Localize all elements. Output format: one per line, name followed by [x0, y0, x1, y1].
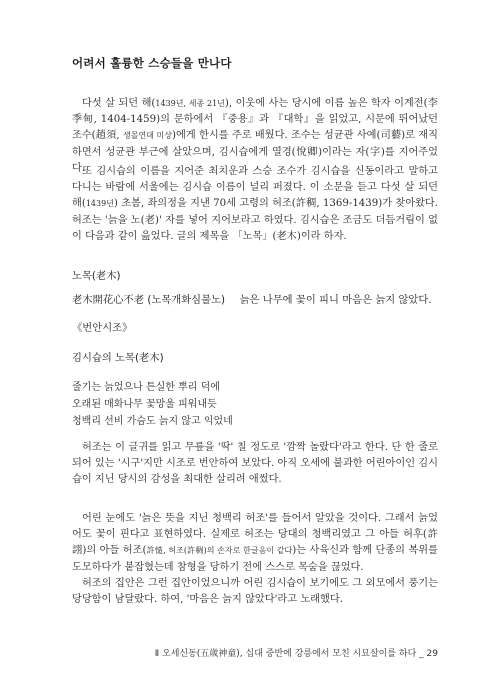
p5-text: 허조의 집안은 그런 집안이었으니까 어린 김시습이 보기에도 그 외모에서 풍기는 당당함이 남달랐다. 하여, '마음은 늙지 않았다'라고 노래했다.	[72, 578, 438, 606]
p1-text-d: 생몰연대 미상	[122, 131, 172, 141]
original-quote	[72, 291, 432, 306]
quote-reading: (노목개화심불노)	[147, 294, 226, 306]
adaptation-label: 《번안시조》	[72, 322, 133, 334]
p2-text-a: 또 김시습의 이름을 지어준 최치운과 스승 조수가 김시습을 신동이라고 말하고 다니는 바람에 서울에는 김시습 이름이 널리 퍼졌다. 이 소문을 듣고 다섯 살 되던 해(	[72, 166, 438, 210]
p3-text: 허조는 이 글귀를 읽고 무릎을 '딱' 칠 정도로 '깜짝 놀랐다'라고 한다. 단 한 줄로 되어 있는 '시구'지만 시조로 번안하여 보았다. 아직 오세에 불과한 어린아이인 김시습이 지닌 당시의 감성을 최대한 살리려 애썼다.	[72, 442, 438, 486]
adaptation-title: 김시습의 노목(老木)	[72, 352, 164, 364]
nomok-label: 노목(老木)	[72, 270, 121, 282]
paragraph-2	[72, 164, 438, 245]
p4-text-a: 어린 눈에도 '늙은 뜻을 지닌 청백리 허조'를 들어서 알았을 것이다. 그래서 늙었어도 꽃이 핀다고 표현하였다. 실제로 허조는 당대의 청백리였고 그 아들 허후(許詡)의 아들 허조(	[72, 513, 438, 557]
p4-text-b: 許慥, 허조(許稠)의 손자로 한글음이 같다	[146, 546, 293, 556]
paragraph-4	[72, 511, 438, 576]
poem-line-1: 줄기는 늙었으나 튼실한 뿌리 덕에	[72, 382, 220, 393]
paragraph-3	[72, 440, 438, 489]
p2-text-b: 1439년	[85, 199, 114, 209]
quote-meaning: 늙은 나무에 꽃이 피니 마음은 늙지 않았다.	[239, 294, 432, 306]
page-footer: Ⅱ 오세신동(五歲神童), 십대 중반에 강릉에서 모친 시묘살이를 하다 _ 29	[154, 649, 438, 659]
p1-text-a: 다섯 살 되던 해(	[82, 98, 156, 109]
section-heading: 어려서 훌륭한 스승들을 만나다	[72, 56, 232, 70]
p1-text-c: ), 이웃에 사는 당시에 이름 높은 학자 이계전(李季甸, 1404-1459)의 문하에서 『중용』과 『대학』을 읽었고, 시문에 뛰어났던 조수(趙須,	[72, 98, 438, 142]
paragraph-5	[72, 576, 438, 608]
p1-text-b: 1439년, 세종 21년	[155, 99, 225, 108]
quote-hanja: 老木開花心不老	[72, 294, 145, 306]
p4-text-c: )는 사육신과 함께 단종의 복위를 도모하다가 붙잡혔는데 참형을 당하기 전에 스스로 목숨을 끊었다.	[72, 545, 438, 573]
p1-text-e: )에게 한시를 주로 배웠다. 조수는 성균관 사예(司藝)로 재직하면서 성균관 부근에 살았으며, 김시습에게 열경(悅卿)이라는 자(字)를 지어주었다.	[72, 130, 438, 174]
poem-line-3: 청백리 선비 가슴도 늙지 않고 익었네	[72, 416, 233, 427]
poem-line-2: 오래된 매화나무 꽃망울 피워내듯	[72, 399, 217, 410]
p2-text-c: ) 초봄, 좌의정을 지낸 70세 고령의 허조(許稠, 1369-1439)가 찾아왔다. 허조는 '늙을 노(老)' 자를 넣어 지어보라고 하였다. 김시습은 조금도 더듬거림이 없이 다음과 같이 읊었다. 글의 제목을 「노목」(老木)이라 하자.	[72, 198, 438, 242]
